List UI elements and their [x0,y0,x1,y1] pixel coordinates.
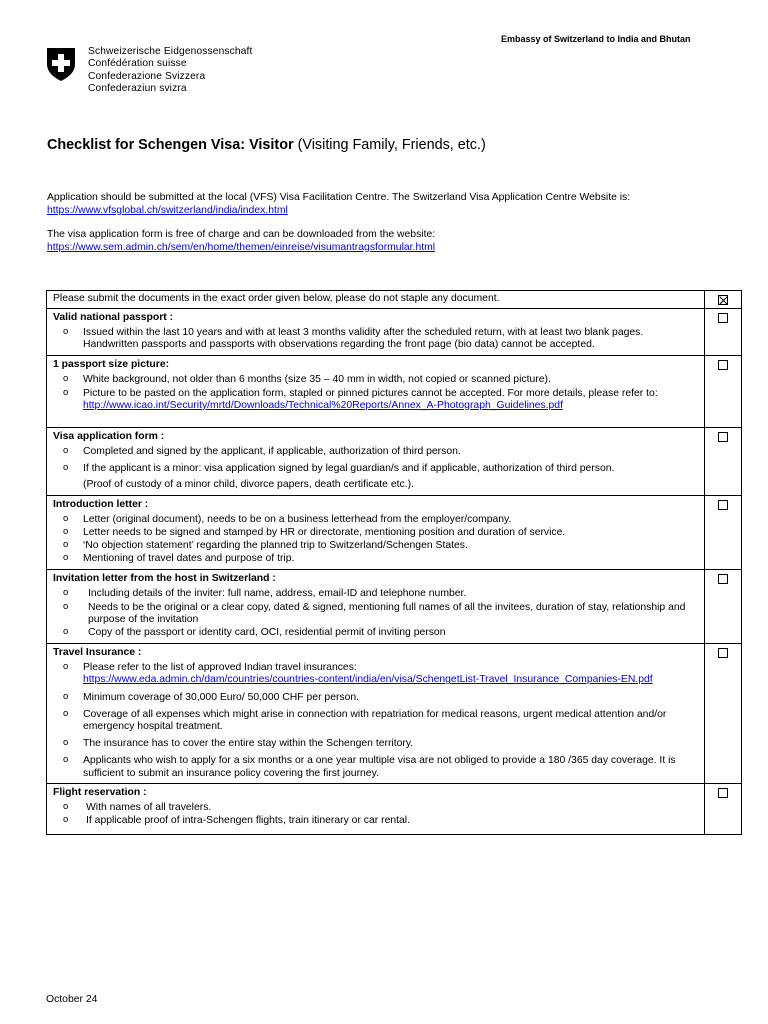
picture-heading: 1 passport size picture: [53,359,170,371]
visa-form-list [53,446,698,475]
checkbox-picture[interactable] [718,360,728,370]
list-item: o Coverage of all expenses which might arise in connection with repatriation for medical reasons, urgent medical attention and/or emergency hospital treatment. [53,709,698,733]
list-item: o Needs to be the original or a clear copy, dated & signed, mentioning full names of all the invitees, duration of stay, relationship and purpose of the invitation [53,602,698,626]
passport-heading: Valid national passport : [53,312,174,323]
list-item: o Minimum coverage of 30,000 Euro/ 50,000 CHF per person. [53,692,698,704]
insurance-list-text: o Please refer to the list of approved Indian travel insurances: [83,662,357,674]
confederation-name-fr: Confédération suisse [88,58,187,70]
checklist-row-visa-form [47,428,742,496]
checklist-row-passport [47,309,742,356]
form-download-link[interactable]: https://www.sem.admin.ch/sem/en/home/themen/einreise/visumantragsformular.html [47,241,436,253]
checkbox-note[interactable] [718,295,728,305]
flight-list [53,802,698,827]
intro-letter-list [53,514,698,566]
title-subtitle: (Visiting Family, Friends, etc.) [297,137,486,153]
vfs-text: Application should be submitted at the local (VFS) Visa Facilitation Centre. The Switzerland Visa Application Centre Website is: [47,192,631,203]
visa-form-heading: Visa application form : [53,431,165,443]
list-item: o ‘No objection statement’ regarding the planned trip to Switzerland/Schengen States. [53,540,698,552]
checklist-row-travel-insurance [47,644,742,784]
checkbox-visa-form[interactable] [718,432,728,442]
insurance-list [53,662,698,780]
swiss-cross-shield-icon [45,46,77,82]
picture-paste-text: Picture to be pasted on the application form, stapled or pinned pictures cannot be accepted. For more details, please refer to: [83,387,658,399]
checklist-row-invitation-letter [47,570,742,644]
checklist-row-picture [47,356,742,428]
checkbox-travel-insurance[interactable] [718,648,728,658]
list-item [53,388,698,412]
intro-letter-heading: Introduction letter : [53,498,149,510]
insurance-heading: Travel Insurance : [53,647,142,659]
checkbox-invitation-letter[interactable] [718,574,728,584]
list-item: o Letter needs to be signed and stamped by HR or directorate, mentioning position and duration of service. [53,527,698,539]
vfs-link[interactable]: https://www.vfsglobal.ch/switzerland/india/index.html [47,204,288,216]
invitation-list [53,588,698,639]
list-item: o Applicants who wish to apply for a six months or a one year multiple visa are not obliged to provide a 180 /365 day coverage. It is sufficient to submit an insurance policy covering the first journey. [53,755,698,779]
passport-list [53,327,698,351]
page-title [47,137,486,153]
list-item: o With names of all travelers. [53,802,698,814]
list-item: o Including details of the inviter: full name, address, email-ID and telephone number. [53,588,698,600]
list-item [53,662,698,686]
list-item: o White background, not older than 6 months (size 35 – 40 mm in width, not copied or scanned picture). [53,374,698,386]
title-bold: Checklist for Schengen Visa: Visitor [47,137,294,153]
flight-heading: Flight reservation : [53,786,147,798]
intro-paragraph-form [47,229,435,254]
list-item: o The insurance has to cover the entire stay within the Schengen territory. [53,738,698,750]
picture-list [53,374,698,412]
icao-guidelines-link[interactable]: http://www.icao.int/Security/mrtd/Downloads/Technical%20Reports/Annex_A-Photograph_Guidelines.pdf [83,399,563,411]
list-item: o Copy of the passport or identity card, OCI, residential permit of inviting person [53,627,698,639]
checkbox-passport[interactable] [718,313,728,323]
checklist-table [46,290,742,835]
embassy-name: Embassy of Switzerland to India and Bhutan [501,34,691,44]
list-item: o Letter (original document), needs to be on a business letterhead from the employer/company. [53,514,698,526]
confederation-logo [45,46,253,96]
list-item: o Issued within the last 10 years and with at least 3 months validity after the scheduled return, with at least two blank pages. Handwritten passports and passports with observations regarding the front page (bio data) cannot be accepted. [53,327,698,351]
confederation-name-rm: Confederaziun svizra [88,83,187,95]
insurance-companies-link[interactable]: https://www.eda.admin.ch/dam/countries/countries-content/india/en/visa/SchengetList-Travel_Insurance_Companies-EN.pdf [83,674,653,686]
checkbox-flight-reservation[interactable] [718,788,728,798]
checklist-row-introduction-letter [47,495,742,570]
footer-date: October 24 [46,994,98,1005]
list-item: o If applicable proof of intra-Schengen flights, train itinerary or car rental. [53,815,698,827]
checklist-row-note [47,291,742,309]
confederation-names [88,46,253,96]
list-item: o If the applicant is a minor: visa application signed by legal guardian/s and if applicable, authorization of third person. [53,463,698,475]
checklist-row-flight-reservation [47,783,742,834]
visa-form-note: (Proof of custody of a minor child, divorce papers, death certificate etc.). [83,479,414,491]
note-cell: Please submit the documents in the exact order given below, please do not staple any document. [47,291,705,309]
list-item: o Completed and signed by the applicant, if applicable, authorization of third person. [53,446,698,458]
list-item: o Mentioning of travel dates and purpose of trip. [53,553,698,565]
intro-paragraph-vfs [47,192,630,217]
form-download-text: The visa application form is free of charge and can be downloaded from the website: [47,229,436,240]
checkbox-introduction-letter[interactable] [718,500,728,510]
confederation-name-it: Confederazione Svizzera [88,70,206,82]
invitation-heading: Invitation letter from the host in Switzerland : [53,573,276,585]
confederation-name-de: Schweizerische Eidgenossenschaft [88,46,253,57]
